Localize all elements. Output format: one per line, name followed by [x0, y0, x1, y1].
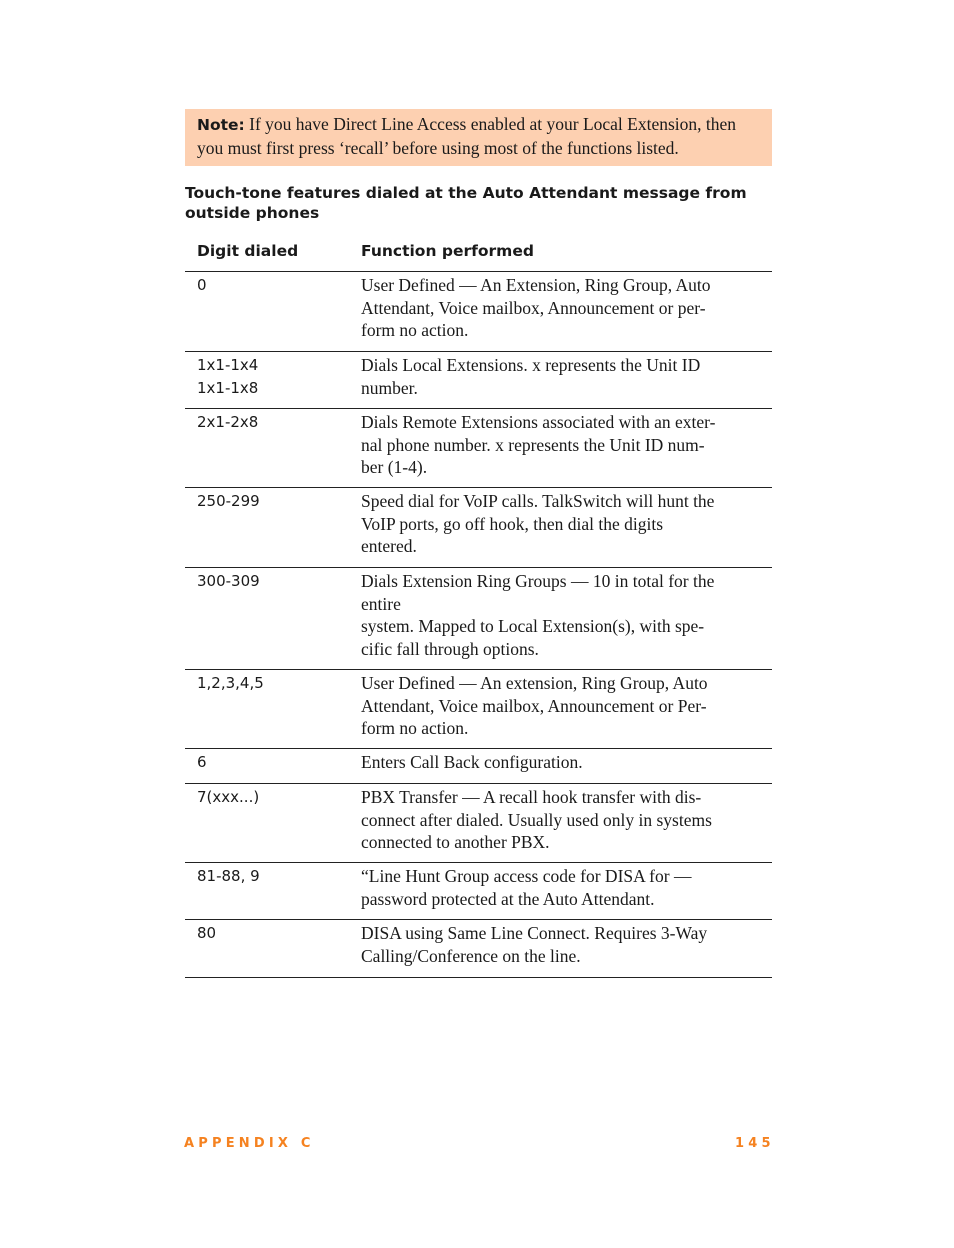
digit-cell: 300-309 [197, 572, 260, 590]
function-cell: Dials Extension Ring Groups — 10 in total for the entire system. Mapped to Local Extension(s), with spe- cific fall through options. [361, 571, 715, 659]
table-row [185, 784, 772, 863]
digit-cell: 1,2,3,4,5 [197, 674, 264, 692]
touch-tone-features-table [185, 240, 772, 978]
table-row [185, 409, 772, 488]
digit-cell: 80 [197, 924, 217, 942]
digit-cell: 2x1-2x8 [197, 413, 259, 431]
function-cell: User Defined — An Extension, Ring Group, Auto Attendant, Voice mailbox, Announcement or per- form no action. [361, 275, 711, 340]
function-cell: PBX Transfer — A recall hook transfer with dis- connect after dialed. Usually used only in systems connected to another PBX. [361, 787, 712, 852]
digit-cell: 0 [197, 276, 207, 294]
table-header [185, 240, 772, 272]
table-row [185, 272, 772, 352]
function-cell: DISA using Same Line Connect. Requires 3-Way Calling/Conference on the line. [361, 923, 708, 966]
function-cell: Enters Call Back configuration. [361, 752, 583, 772]
table-row [185, 670, 772, 749]
table-row [185, 568, 772, 670]
table-row [185, 488, 772, 568]
digit-cell: 81-88, 9 [197, 867, 260, 885]
digit-cell: 6 [197, 753, 207, 771]
note-box [185, 109, 772, 166]
footer-section-label: APPENDIX C [184, 1136, 315, 1151]
note-label: Note: [197, 116, 245, 134]
table-row [185, 352, 772, 409]
function-cell: User Defined — An extension, Ring Group, Auto Attendant, Voice mailbox, Announcement or Per- form no action. [361, 673, 708, 738]
table-row [185, 863, 772, 920]
table-row [185, 920, 772, 978]
section-heading: Touch-tone features dialed at the Auto Attendant message from outside phones [185, 184, 747, 222]
table-row [185, 749, 772, 784]
footer-page-number: 145 [735, 1136, 775, 1151]
note-text: If you have Direct Line Access enabled at your Local Extension, then you must first press ‘recall’ before using most of the functions listed. [197, 114, 737, 158]
header-function-performed: Function performed [361, 242, 534, 260]
function-cell: “Line Hunt Group access code for DISA for — password protected at the Auto Attendant. [361, 866, 692, 909]
digit-cell: 250-299 [197, 492, 260, 510]
digit-cell: 7(xxx...) [197, 788, 260, 806]
function-cell: Dials Remote Extensions associated with an exter- nal phone number. x represents the Unit ID num- ber (1-4). [361, 412, 716, 477]
function-cell: Speed dial for VoIP calls. TalkSwitch will hunt the VoIP ports, go off hook, then dial the digits entered. [361, 491, 715, 556]
function-cell: Dials Local Extensions. x represents the Unit ID number. [361, 355, 701, 398]
digit-cell: 1x1-1x4 1x1-1x8 [197, 356, 259, 397]
header-digit-dialed: Digit dialed [197, 242, 299, 260]
